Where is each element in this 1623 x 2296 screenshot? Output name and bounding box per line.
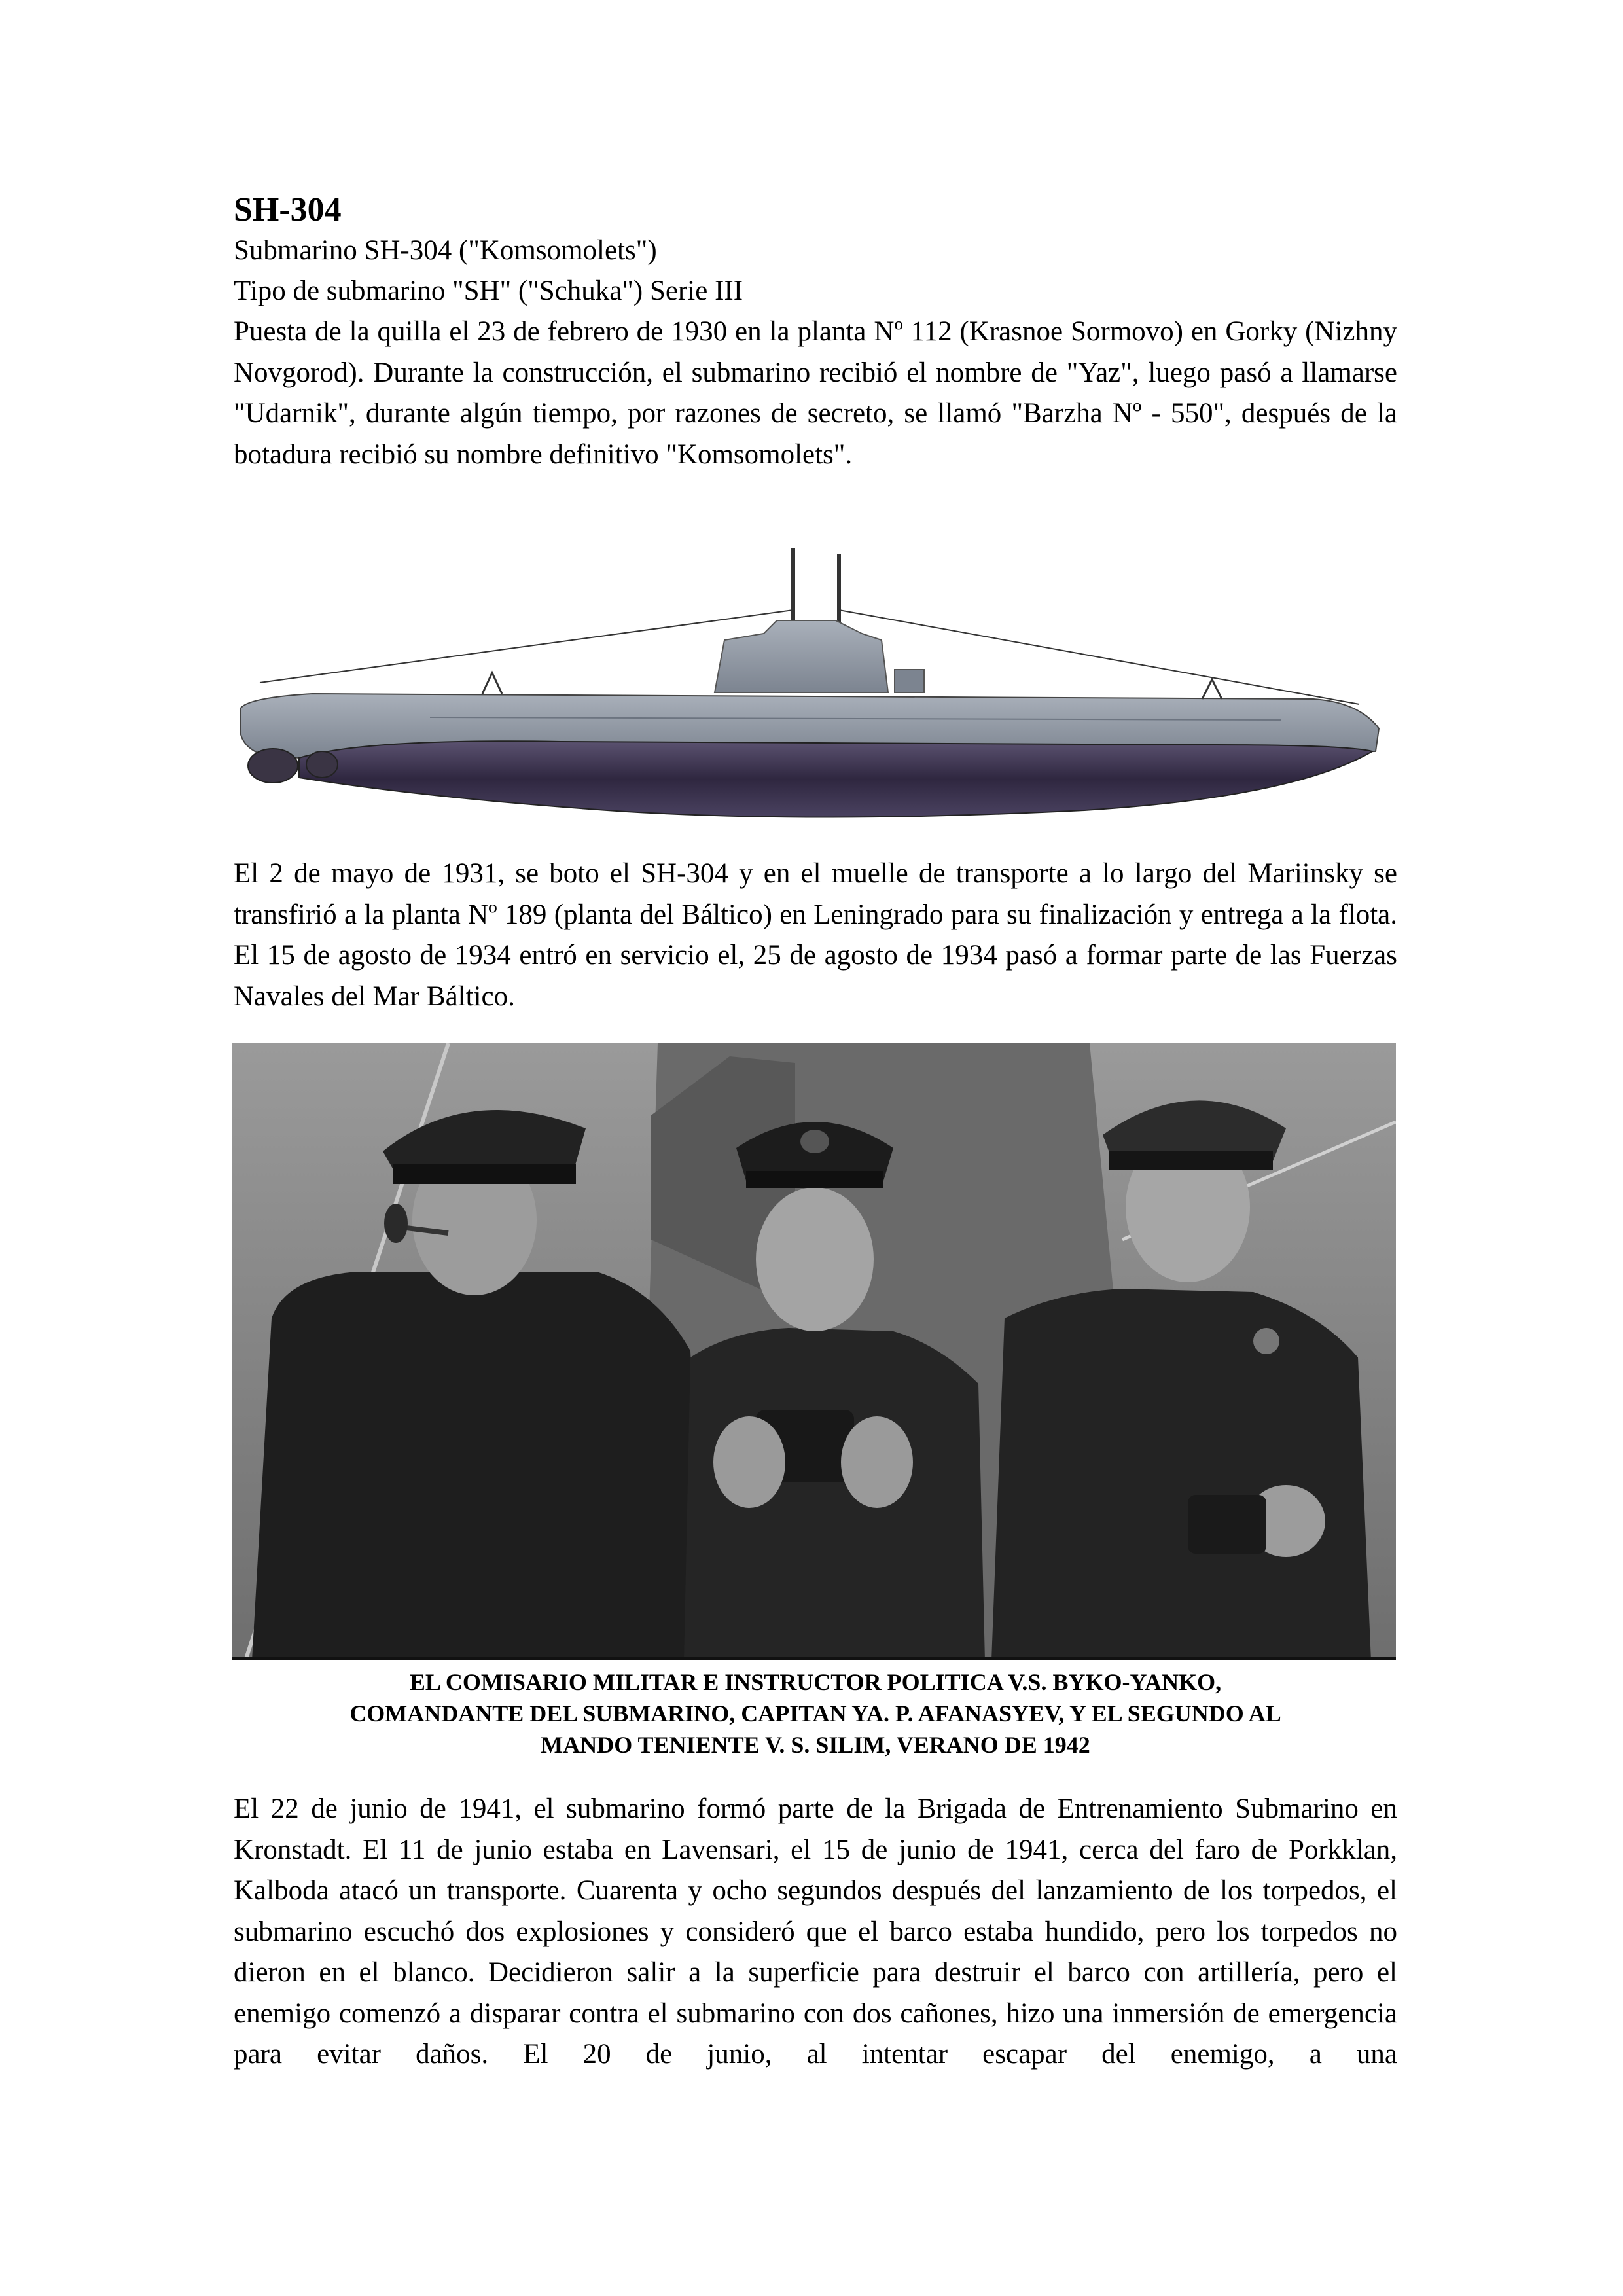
crew-photograph	[232, 1043, 1396, 1660]
paragraph-launch: El 2 de mayo de 1931, se boto el SH-304 y en el muelle de transporte a lo largo del Mariinsky se transfirió a la planta Nº 189 (planta del Báltico) en Leningrado para su finalización y entrega a la flota. El 15 de agosto de 1934 entró en servicio el, 25 de agosto de 1934 pasó a formar parte de las Fuerzas Navales del Mar Báltico.	[234, 858, 1397, 1012]
photo-caption	[234, 1666, 1397, 1761]
paragraph-construction: Puesta de la quilla el 23 de febrero de 1930 en la planta Nº 112 (Krasnoe Sormovo) en Gorky (Nizhny Novgorod). Durante la construcción, el submarino recibió el nombre de "Yaz", luego pasó a llamarse "Udarnik", durante algún tiempo, por razones de secreto, se llamó "Barzha Nº - 550", después de la botadura recibió su nombre definitivo "Komsomolets".	[234, 316, 1397, 470]
caption-line-1: EL COMISARIO MILITAR E INSTRUCTOR POLITICA V.S. BYKO-YANKO,	[409, 1669, 1222, 1695]
paragraph-war-service: El 22 de junio de 1941, el submarino formó parte de la Brigada de Entrenamiento Submarino en Kronstadt. El 11 de junio estaba en Lavensari, el 15 de junio de 1941, cerca del faro de Porkklan, Kalboda atacó un transporte. Cuarenta y ocho segundos después del lanzamiento de los torpedos, el submarino escuchó dos explosiones y consideró que el barco estaba hundido, pero los torpedos no dieron en el blanco. Decidieron salir a la superficie para destruir el barco con artillería, pero el enemigo comenzó a disparar contra el submarino con dos cañones, hizo una inmersión de emergencia para evitar daños. El 20 de junio, al intentar escapar del enemigo, a una	[234, 1793, 1397, 2070]
caption-line-3: MANDO TENIENTE V. S. SILIM, VERANO DE 1942	[541, 1732, 1090, 1758]
submarine-type-line: Tipo de submarino "SH" ("Schuka") Serie III	[234, 276, 743, 306]
document-page	[234, 190, 1397, 475]
submarine-profile-illustration	[234, 542, 1380, 823]
submarine-name-line: Submarino SH-304 ("Komsomolets")	[234, 235, 657, 266]
caption-line-2: COMANDANTE DEL SUBMARINO, CAPITAN YA. P. AFANASYEV, Y EL SEGUNDO AL	[349, 1700, 1281, 1727]
page-title: SH-304	[234, 191, 342, 228]
